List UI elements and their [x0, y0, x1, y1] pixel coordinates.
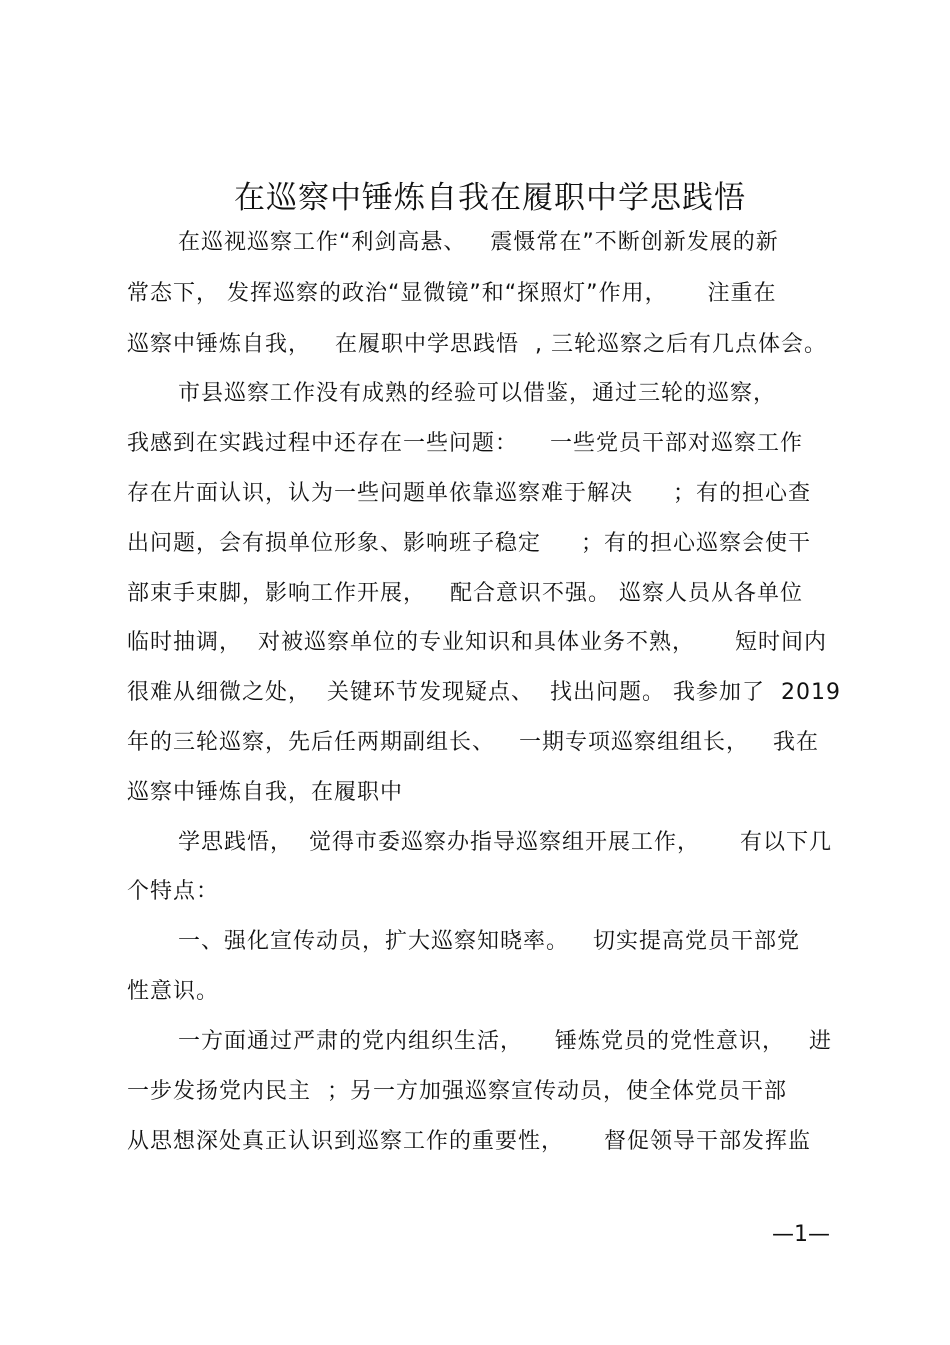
- body-line-16: 性意识。: [127, 979, 220, 1004]
- body-line-6: 存在片面认识，认为一些问题单依靠巡察难于解决 ；有的担心查: [127, 481, 811, 506]
- document-title: 在巡察中锤炼自我在履职中学思践悟: [234, 180, 746, 216]
- body-line-19: 从思想深处真正认识到巡察工作的重要性， 督促领导干部发挥监: [127, 1129, 811, 1154]
- body-line-17: 一方面通过严肃的党内组织生活， 锤炼党员的党性意识， 进: [178, 1029, 832, 1054]
- body-line-18: 一步发扬党内民主 ；另一方加强巡察宣传动员，使全体党员干部: [127, 1079, 787, 1104]
- body-line-12: 巡察中锤炼自我，在履职中: [127, 780, 404, 805]
- body-line-10: 很难从细微之处， 关键环节发现疑点、 找出问题。 我参加了 2019: [127, 680, 841, 705]
- body-line-5: 我感到在实践过程中还存在一些问题： 一些党员干部对巡察工作: [127, 431, 803, 456]
- body-line-7: 出问题，会有损单位形象、影响班子稳定 ；有的担心巡察会使干: [127, 531, 811, 556]
- body-line-1: 在巡视巡察工作“利剑高悬、 震慑常在”不断创新发展的新: [178, 230, 779, 255]
- body-line-11: 年的三轮巡察，先后任两期副组长、 一期专项巡察组组长， 我在: [127, 730, 819, 755]
- body-line-13: 学思践悟， 觉得市委巡察办指导巡察组开展工作， 有以下几: [178, 830, 832, 855]
- page-number: —1—: [772, 1222, 830, 1247]
- body-line-3: 巡察中锤炼自我， 在履职中学思践悟 , 三轮巡察之后有几点体会。: [127, 332, 827, 357]
- body-line-15: 一、强化宣传动员，扩大巡察知晓率。 切实提高党员干部党: [178, 929, 800, 954]
- body-line-2: 常态下， 发挥巡察的政治“显微镜”和“探照灯”作用， 注重在: [127, 281, 777, 306]
- body-line-8: 部束手束脚，影响工作开展， 配合意识不强。 巡察人员从各单位: [127, 581, 803, 606]
- body-line-4: 市县巡察工作没有成熟的经验可以借鉴，通过三轮的巡察，: [178, 381, 777, 406]
- body-line-9: 临时抽调， 对被巡察单位的专业知识和具体业务不熟， 短时间内: [127, 630, 827, 655]
- body-line-14: 个特点：: [127, 879, 220, 904]
